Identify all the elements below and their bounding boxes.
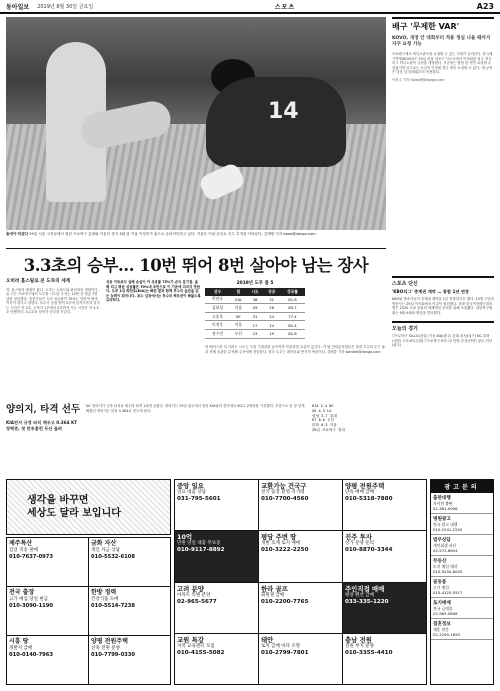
table-row: [205, 312, 305, 321]
stats-header: 팀: [230, 288, 247, 296]
table-cell: 이정후: [205, 321, 230, 330]
score-line: KIA 2-4 NC: [312, 404, 334, 408]
table-row: [205, 321, 305, 330]
table-cell: 89.7: [280, 304, 305, 313]
directory-item[interactable]: [431, 514, 493, 535]
main-headline: 3.3초의 승부… 10번 뛰어 8번 살아야 남는 장사: [6, 248, 386, 278]
ad-headline: 금화 자산: [91, 540, 117, 547]
masthead: [0, 0, 500, 14]
directory-item[interactable]: [431, 598, 493, 619]
table-cell: 23: [247, 329, 264, 338]
table-cell: 82.4: [280, 321, 305, 330]
ad-headline: 양평 전원주택: [345, 482, 385, 490]
table-cell: 29: [247, 304, 264, 313]
article-body-3: 한 베이스를 더 가려는 시도는 득점 기대치를 높이지만 아웃되면 흐름이 끊긴다. 각 팀 전력분석원들은 상대 투수의 투구 폼과 견제 습관을 분석해 주자에게 전달한다. 결국 도루는 데이터와 용기의 싸움이다. 김배중 기자 wanted@donga.com: [205, 345, 385, 354]
ad-phone: 010-8870-3344: [345, 547, 393, 554]
article-column-2: [106, 280, 201, 303]
briefs-headline: 'KBO리그' 중계권 계약 … 통합 1년 연장: [392, 289, 469, 294]
directory-item-phone: 02-2299-1850: [433, 632, 460, 637]
directory-item-title: 결혼정보: [433, 622, 451, 627]
ad-phone: 010-3222-2250: [261, 547, 309, 554]
directory-item-title: 법무상담: [433, 538, 451, 543]
directory-item-phone: 010-1541-2220: [433, 527, 463, 532]
article-body-2: 성공 이득보다 실패 손실이 커 성공률 75%가 손익 분기점. 올해 리그 평균 성공률은 70%대 초반으로 이 기준에 미치지 못한다. 도루 1위 박찬호(KIA)는 빠른 발과 함께 투수의 습관을 읽는 능력이 뛰어나다. 포수 입장에서는 투수의 퀵모션이 빠를수록 유리하다.: [106, 280, 201, 302]
ad-text: 토지 급매 바다 조망: [261, 643, 301, 649]
ad-directory: [430, 479, 494, 685]
stats-header: 선수: [205, 288, 230, 296]
ad-phone: 010-3090-1190: [9, 603, 54, 609]
directory-item-title: 병원광고: [433, 517, 451, 522]
ad-text: 개발지 급매: [9, 646, 33, 651]
table-cell: 14: [263, 321, 280, 330]
yang-subtitle: KIA전서 규정 타석 채우고 0.364 KT 장백준, 첫 만루홈런 두산 올려: [6, 420, 78, 431]
caption-lead: 홈에야 하겠다: [6, 232, 29, 236]
table-row: [205, 304, 305, 313]
ad-phone: 010-7637-0973: [9, 554, 54, 560]
table-cell: 19: [263, 329, 280, 338]
main-photo: [6, 17, 386, 230]
ad-text: 평창 펜션 급매: [345, 592, 374, 598]
score-box: [312, 404, 387, 433]
table-cell: SK: [230, 312, 247, 321]
table-cell: 고종욱: [205, 312, 230, 321]
directory-item-text: 재혼 전문: [433, 627, 449, 632]
ad-directory-header: 광고문의: [431, 480, 493, 493]
classified-ad[interactable]: [89, 538, 170, 586]
ad-headline: 고려 분양: [177, 584, 204, 593]
yang-article: [6, 404, 81, 431]
page-number: A23: [476, 1, 494, 11]
classified-ad[interactable]: [343, 480, 426, 530]
table-cell: 77.4: [280, 312, 305, 321]
divider: [392, 17, 494, 19]
table-cell: 17: [247, 321, 264, 330]
photo-caption: [6, 232, 386, 237]
ad-headline: 평당 주변 땅: [261, 533, 297, 542]
ad-headline: 주인직접 매매: [345, 584, 385, 593]
ad-text: 상가 분양 문의: [345, 541, 374, 547]
yang-title: 양의지, 타격 선두: [6, 404, 81, 415]
score-line: 한화 0-3 키움: [312, 423, 337, 428]
banner-ad[interactable]: [6, 479, 171, 535]
ad-text: 개인 자금 상담: [91, 548, 120, 553]
var-subtitle: KOVO, 개정 안 대회부터 적용 정심 나올 때까지 자꾸 요청 가능: [392, 36, 491, 47]
directory-item[interactable]: [431, 577, 493, 598]
ad-headline: 태안: [261, 635, 274, 644]
table-cell: 박찬호: [205, 296, 230, 304]
table-cell: 81.6: [280, 296, 305, 304]
banner-ad-line-1: 생각을 바꾸면: [27, 495, 89, 506]
ad-text: 전원 부지 분양: [345, 643, 374, 649]
ad-phone: 010-7799-0330: [91, 652, 136, 658]
directory-item-phone: 02-963-0808: [433, 611, 458, 616]
classified-ad[interactable]: [259, 480, 342, 530]
classified-ad[interactable]: [175, 531, 258, 581]
ad-phone: 010-0140-7963: [9, 652, 54, 658]
score-note: 29일 프로야구 결과: [312, 427, 345, 432]
ad-phone: 010-2799-7801: [261, 649, 309, 656]
classified-ads-left: [6, 537, 171, 685]
ad-text: 신축 전원 분양: [91, 646, 120, 651]
directory-item-text: 전국 급매물: [433, 606, 453, 611]
table-row: [205, 296, 305, 304]
classified-ad[interactable]: [343, 531, 426, 581]
table-cell: 31: [263, 296, 280, 304]
ad-text: 감귤 직송 판매: [9, 548, 38, 553]
ad-headline: 진주 투자: [345, 533, 372, 542]
directory-item-text: 개인회생 파산: [433, 543, 457, 548]
table-cell: 김하성: [205, 304, 230, 313]
ad-headline: 시흥 땅: [9, 638, 29, 645]
newspaper-name: 동아일보: [6, 3, 30, 11]
stats-title: 2019년 도루 톱 5: [236, 281, 274, 286]
ad-phone: 010-5318-7880: [345, 496, 393, 502]
classified-ad[interactable]: [7, 538, 88, 586]
ad-text: 건강식품 도매: [91, 597, 119, 602]
classified-ad[interactable]: [7, 636, 88, 684]
ad-headline: 중앙 일요: [177, 482, 204, 490]
section-name: 스포츠: [274, 3, 296, 11]
directory-item[interactable]: [431, 535, 493, 556]
table-cell: KIA: [230, 296, 247, 304]
ad-phone: 010-9117-8892: [177, 547, 225, 554]
directory-item[interactable]: [431, 619, 493, 640]
var-title: 배구 '무제한 VAR': [392, 22, 460, 31]
directory-item-text: 토지 매입 매각: [433, 564, 458, 569]
directory-item-title: 부동산: [433, 559, 447, 564]
ad-headline: 양평 전원주택: [91, 638, 128, 645]
directory-item-title: 출판대행: [433, 496, 451, 501]
article-column-1: [6, 280, 101, 315]
table-cell: 38: [247, 296, 264, 304]
classified-ad[interactable]: [89, 636, 170, 684]
stats-header: 성공률: [280, 288, 305, 296]
ad-text: 아파트 특별 분양: [177, 592, 211, 598]
ad-headline: 한방 정력: [91, 589, 117, 596]
stats-table: [205, 280, 305, 339]
briefs-body: KBO와 방송사들이 중계권 계약을 1년 연장하기로 했다. 10개 구단과 방송사는 29일 이사회에서 이같이 합의했다. 한편 한국여자배구대표팀은 2020 도쿄 올림픽 세계예선 준비를 위해 소집됐다. 대한축구협회는 9월 A매치 명단을 발표했다.: [392, 297, 494, 315]
classified-ads-grid: [174, 479, 427, 685]
var-byline: 이원주 기자 takeoff@donga.com: [392, 77, 445, 82]
classified-ad[interactable]: [343, 634, 426, 684]
ad-text: 고가 매입 당일 현금: [9, 597, 49, 602]
ad-text: 회원권 급매: [261, 592, 285, 598]
score-line: 삼성 3-7 롯데: [312, 413, 337, 418]
table-cell: 키움: [230, 321, 247, 330]
ad-headline: 10억: [177, 533, 193, 542]
ad-headline: 한라 골프: [261, 584, 288, 593]
article-body-1: 자, 홈스틸의 계절이 왔다. 도루는 스피드와 판단력의 결합이다. 올 시즌 프로야구에서 도루를 시도한 주자는 10번 중 평균 7번 남짓 성공했다. 전문가들은 도루 성공률이 75%는 넘어야 팀에 이득이 된다고 말한다. 포수가 공을 받아 2루에 던지기까지 걸리는 시간은 약 2초, 주자가 1루에서 2루까지 가는 시간은 약 3.3초 안팎이다. 0.1초의 차이가 승부를 가른다.: [6, 287, 100, 314]
issue-date: 2019년 8월 30일 금요일: [37, 3, 94, 10]
table-cell: 31: [247, 312, 264, 321]
classified-ad[interactable]: [175, 583, 258, 633]
ad-text: 지역 교육센터 모집: [177, 643, 215, 649]
ad-text: 전국 출장 환영 직거래: [261, 490, 305, 495]
directory-item-phone: 010-4125-5517: [433, 590, 463, 595]
table-cell: 26: [263, 304, 280, 313]
ad-phone: 02-965-5677: [177, 598, 217, 605]
ad-phone: 010-4155-5082: [177, 649, 225, 656]
directory-item-text: 자서전 출판: [433, 501, 453, 506]
table-cell: 82.6: [280, 329, 305, 338]
ad-phone: 010-2200-7765: [261, 598, 309, 605]
table-cell: 키움: [230, 304, 247, 313]
ad-phone: 010-3355-4410: [345, 649, 393, 656]
directory-item-title: 토지매매: [433, 601, 451, 606]
directory-item-phone: 02-361-0006: [433, 506, 458, 511]
stats-header: 성공: [263, 288, 280, 296]
classified-ad[interactable]: [175, 480, 258, 530]
directory-item-phone: 02-572-6604: [433, 548, 458, 553]
today-games-title: 오늘의 경기: [392, 321, 494, 332]
article-column-3: [205, 345, 385, 354]
ad-headline: 교환가능 건국구: [261, 482, 307, 490]
ad-text: 일요 대출 상담: [177, 490, 206, 495]
directory-item-phone: 010-9250-6005: [433, 569, 463, 574]
yang-body: NC 양의지가 규정 타석을 채우며 타격 1위에 올랐다. 양의지는 29일 광주에서 열린 KIA와의 경기에서 4타수 2안타를 기록했다. 부상으로 한 달 넘게 빠졌던 양의지는 타율 0.364로 선두에 섰다.: [86, 404, 305, 413]
classified-ad[interactable]: [175, 634, 258, 684]
sports-briefs: [392, 276, 494, 348]
classified-ad[interactable]: [259, 531, 342, 581]
directory-item-title: 골동품: [433, 580, 447, 585]
stats-header: 시도: [247, 288, 264, 296]
ad-headline: 전국 출장: [9, 589, 35, 596]
var-body: 프로배구에서 비디오판독을 요청할 수 있는 기회가 늘어난다. 한국배구연맹(KOVO)은 29일 서울 마포구 사무국에서 이사회를 열고 정규리그 비디오판독 규정을 개정했다. 기존에는 팀당 한 번만 요청할 수 있었지만 앞으로는 오심이 인정될 경우 계속 요청할 수 있다. 새 규정은 다음 달 컵대회부터 적용된다.: [392, 52, 493, 75]
ad-phone: 033-335-1220: [345, 598, 389, 605]
directory-item[interactable]: [431, 556, 493, 577]
ad-text: 단독 매매 급매: [345, 490, 374, 495]
ad-text: 만원 당일 대출 무보증: [177, 541, 221, 547]
ad-headline: 제주특산: [9, 540, 33, 547]
ad-text: 개발 호재 토지 매매: [261, 541, 301, 547]
classified-ad[interactable]: [89, 587, 170, 635]
banner-ad-line-2: 세상도 달라 보입니다: [27, 508, 121, 519]
ad-headline: 충남 전원: [345, 635, 372, 644]
ad-phone: 010-5514-7238: [91, 603, 136, 609]
directory-item-text: 전국 광고 대행: [433, 522, 458, 527]
ad-phone: 010-7700-4560: [261, 496, 309, 502]
ad-phone: 031-795-5601: [177, 496, 221, 502]
ad-headline: 교원 특강: [177, 635, 204, 644]
today-games-body: ▽프로야구 SK-LG(잠실) 키움-KIA(광주) 롯데-삼성(대구) NC-한화(대전) 두산-KT(수원) ▽프로축구 K리그2 안양-부천(안양) 광주-전남(광주): [392, 334, 493, 347]
score-line: SK 4-5 LG: [312, 408, 332, 413]
table-cell: 두산: [230, 329, 247, 338]
briefs-title: 스포츠 단신: [392, 276, 494, 287]
table-cell: 정수빈: [205, 329, 230, 338]
yang-body-column: [86, 404, 308, 413]
classified-ad[interactable]: [259, 634, 342, 684]
classified-ad[interactable]: [343, 583, 426, 633]
jersey-number: 14: [268, 99, 299, 124]
directory-item[interactable]: [431, 493, 493, 514]
ad-phone: 010-5532-6108: [91, 554, 136, 560]
caption-text: 29일 서울 고척돔에서 열린 프로야구 롯데와 키움의 경기 3회 말 키움 이정후가 홈으로 슬라이딩하고 있다. 키움은 이날 승리로 선두 추격을 이어갔다. 김재명 기자 base@donga.com: [29, 232, 316, 236]
var-article: [392, 17, 494, 82]
classified-ad[interactable]: [7, 587, 88, 635]
directory-item-text: 고가 매입: [433, 585, 449, 590]
score-line: KT 8-6 두산: [312, 418, 335, 423]
table-row: [205, 329, 305, 338]
article-subheading: 오히려 홈스틸로 본 도루의 세계: [6, 279, 71, 284]
classified-ad[interactable]: [259, 583, 342, 633]
table-cell: 24: [263, 312, 280, 321]
